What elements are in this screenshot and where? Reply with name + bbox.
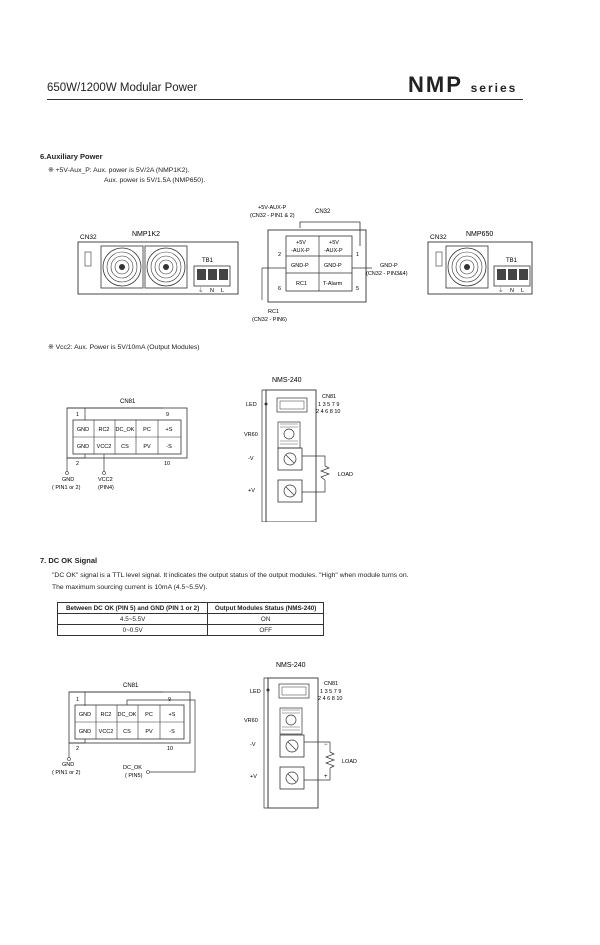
dcok-neg-v: -V bbox=[250, 742, 256, 748]
table-row bbox=[58, 625, 324, 636]
series-suffix: series bbox=[470, 81, 518, 95]
document-title: 650W/1200W Modular Power bbox=[47, 82, 198, 94]
vcc2-r2-c1: GND bbox=[76, 444, 90, 450]
aux-top-sub: (CN32 - PIN1 & 2) bbox=[250, 213, 295, 219]
aux-line-1: ※ +5V-Aux_P: Aux. power is 5V/2A (NMP1K2). bbox=[48, 167, 190, 174]
left-model-label: NMP1K2 bbox=[132, 231, 161, 238]
right-tb-l: L bbox=[521, 288, 525, 294]
vcc2-pin9: 9 bbox=[166, 412, 170, 418]
right-tb-ground: ⏚ bbox=[498, 288, 504, 294]
vcc2-r1-c1: GND bbox=[76, 427, 90, 433]
vcc2-vcc-label: VCC2 bbox=[98, 477, 113, 483]
table-header-status: Output Modules Status (NMS-240) bbox=[208, 603, 324, 614]
dcok-gnd-sub: ( PIN1 or 2) bbox=[52, 770, 81, 776]
vcc2-module-cn81: CN81 bbox=[322, 394, 337, 400]
aux-gnd-sub: (CN32 - PIN3&4) bbox=[366, 271, 408, 277]
table-cell-status: OFF bbox=[208, 625, 324, 636]
dcok-minus-sign: − bbox=[324, 742, 328, 748]
dcok-r2-c2: VCC2 bbox=[98, 729, 114, 735]
dcok-r1-c5: +S bbox=[168, 712, 176, 718]
table-cell-voltage: 4.5~5.5V bbox=[58, 614, 208, 625]
dcok-r1-c1: GND bbox=[78, 712, 92, 718]
dcok-module-cn81: CN81 bbox=[324, 681, 339, 687]
vcc2-r2-c2: VCC2 bbox=[96, 444, 112, 450]
vcc2-module-title: NMS-240 bbox=[272, 377, 302, 384]
dcok-r2-c3: CS bbox=[123, 729, 131, 735]
pin-2-label: 2 bbox=[278, 252, 282, 258]
aux-heading: 6.Auxiliary Power bbox=[40, 152, 103, 161]
left-fan-1 bbox=[101, 246, 143, 288]
right-model-label: NMP650 bbox=[466, 231, 494, 238]
left-tb-l: L bbox=[221, 288, 225, 294]
vcc2-cn81-header bbox=[277, 398, 307, 412]
left-fan-2 bbox=[145, 246, 187, 288]
vcc2-load-resistor bbox=[321, 466, 329, 480]
table-cell-voltage: 0~0.5V bbox=[58, 625, 208, 636]
dcok-pin1: 1 bbox=[76, 697, 80, 703]
dcok-r2-c1: GND bbox=[78, 729, 92, 735]
dcok-line-1: "DC OK" signal is a TTL level signal. It indicates the output status of the output modules. "High" when module turns on. bbox=[52, 572, 409, 579]
left-cn32-connector bbox=[85, 252, 91, 266]
vcc2-pins-top: 1 3 5 7 9 bbox=[318, 402, 340, 408]
cell-t-alarm: T-Alarm bbox=[323, 281, 343, 287]
header-rule bbox=[47, 99, 523, 100]
vcc2-gnd-sub: ( PIN1 or 2) bbox=[52, 485, 81, 491]
left-cn32-label: CN32 bbox=[80, 234, 97, 241]
dcok-r1-c4: PC bbox=[145, 712, 153, 718]
dcok-heading: 7. DC OK Signal bbox=[40, 556, 98, 565]
dcok-cn81-diagram bbox=[40, 678, 215, 778]
dcok-load-resistor bbox=[326, 752, 334, 768]
vcc2-gnd-label: GND bbox=[62, 477, 75, 483]
left-tb-ground: ⏚ bbox=[198, 288, 204, 294]
vcc2-cn81-title: CN81 bbox=[120, 399, 136, 405]
dcok-cn81-header bbox=[279, 684, 309, 698]
dcok-r1-c2: RC2 bbox=[100, 712, 112, 718]
series-name bbox=[408, 72, 517, 98]
cell-aux-b: -AUX-P bbox=[324, 248, 343, 254]
vcc2-r2-c5: -S bbox=[166, 444, 172, 450]
aux-rc-label: RC1 bbox=[268, 309, 280, 315]
cn32-center-connector bbox=[250, 205, 408, 323]
dcok-load-label: LOAD bbox=[342, 759, 357, 765]
cell-5v-a: +5V bbox=[296, 240, 306, 246]
dcok-nms240-module bbox=[240, 656, 380, 811]
center-cn32-label: CN32 bbox=[315, 209, 331, 215]
vcc2-pos-v: +V bbox=[248, 488, 255, 494]
dcok-plus-sign: + bbox=[324, 774, 328, 780]
cell-5v-b: +5V bbox=[329, 240, 339, 246]
vcc2-pin10: 10 bbox=[164, 461, 171, 467]
vcc2-vr60-label: VR60 bbox=[244, 432, 258, 438]
table-header-voltage: Between DC OK (PIN 5) and GND (PIN 1 or 2) bbox=[58, 603, 208, 614]
dcok-dcok-sub: ( PIN5) bbox=[125, 773, 143, 778]
dcok-pin10: 10 bbox=[167, 746, 174, 752]
right-fan bbox=[446, 246, 488, 288]
pin-5-label: 5 bbox=[356, 286, 360, 292]
vcc2-pin1: 1 bbox=[76, 412, 80, 418]
nmp1k2-unit bbox=[78, 231, 238, 294]
dcok-r1-c3: DC_OK bbox=[117, 712, 137, 718]
cell-gnd-b: GND-P bbox=[324, 263, 342, 269]
aux-line-2: Aux. power is 5V/1.5A (NMP650). bbox=[104, 177, 206, 184]
dcok-pins-bottom: 2 4 6 8 10 bbox=[318, 696, 343, 702]
cell-rc1: RC1 bbox=[296, 281, 308, 287]
left-tb-n: N bbox=[210, 288, 214, 294]
dcok-status-table bbox=[57, 602, 324, 636]
left-tb1-label: TB1 bbox=[202, 258, 214, 264]
dcok-gnd-label: GND bbox=[62, 762, 75, 768]
vcc2-r1-c4: PC bbox=[143, 427, 151, 433]
dcok-r2-c4: PV bbox=[145, 729, 153, 735]
aux-gnd-label: GND-P bbox=[380, 263, 398, 269]
vcc2-led-label: LED bbox=[246, 402, 257, 408]
vcc2-r2-c4: PV bbox=[143, 444, 151, 450]
vcc2-load-label: LOAD bbox=[338, 472, 353, 478]
right-cn32-connector bbox=[436, 252, 442, 266]
vcc2-nms240-module bbox=[230, 372, 370, 522]
dcok-vr60-label: VR60 bbox=[244, 718, 258, 724]
dcok-led-label: LED bbox=[250, 689, 261, 695]
vcc2-pins-bottom: 2 4 6 8 10 bbox=[316, 409, 341, 415]
table-header-row bbox=[58, 603, 324, 614]
dcok-pins-top: 1 3 5 7 9 bbox=[320, 689, 342, 695]
right-tb-n: N bbox=[510, 288, 514, 294]
vcc2-vcc-sub: (PIN4) bbox=[98, 485, 114, 491]
cell-aux-a: -AUX-P bbox=[291, 248, 310, 254]
dcok-pin2: 2 bbox=[76, 746, 80, 752]
dcok-line-2: The maximum sourcing current is 10mA (4.5~5.5V). bbox=[52, 584, 208, 591]
nmp650-unit bbox=[428, 231, 532, 294]
aux-top-label: +5V-AUX-P bbox=[258, 205, 287, 211]
vcc2-note: ※ Vcc2: Aux. Power is 5V/10mA (Output Modules) bbox=[48, 344, 200, 351]
right-tb1-label: TB1 bbox=[506, 258, 518, 264]
right-cn32-label: CN32 bbox=[430, 234, 447, 241]
pin-1-label: 1 bbox=[356, 252, 360, 258]
pin-6-label: 6 bbox=[278, 286, 282, 292]
dcok-pos-v: +V bbox=[250, 774, 257, 780]
aux-power-diagram bbox=[0, 195, 600, 330]
vcc2-r1-c5: +S bbox=[165, 427, 173, 433]
aux-rc-sub: (CN32 - PIN6) bbox=[252, 317, 287, 323]
cell-gnd-a: GND-P bbox=[291, 263, 309, 269]
dcok-cn81-title: CN81 bbox=[123, 683, 139, 689]
vcc2-neg-v: -V bbox=[248, 456, 254, 462]
vcc2-pin2: 2 bbox=[76, 461, 80, 467]
vcc2-r2-c3: CS bbox=[121, 444, 129, 450]
dcok-module-title: NMS-240 bbox=[276, 662, 306, 669]
table-cell-status: ON bbox=[208, 614, 324, 625]
dcok-pin9: 9 bbox=[168, 697, 172, 703]
dcok-dcok-label: DC_OK bbox=[123, 765, 142, 771]
vcc2-r1-c3: DC_OK bbox=[115, 427, 135, 433]
table-row bbox=[58, 614, 324, 625]
vcc2-cn81-diagram bbox=[40, 395, 215, 495]
dcok-r2-c5: -S bbox=[169, 729, 175, 735]
series-main: NMP bbox=[408, 72, 463, 97]
vcc2-r1-c2: RC2 bbox=[98, 427, 110, 433]
